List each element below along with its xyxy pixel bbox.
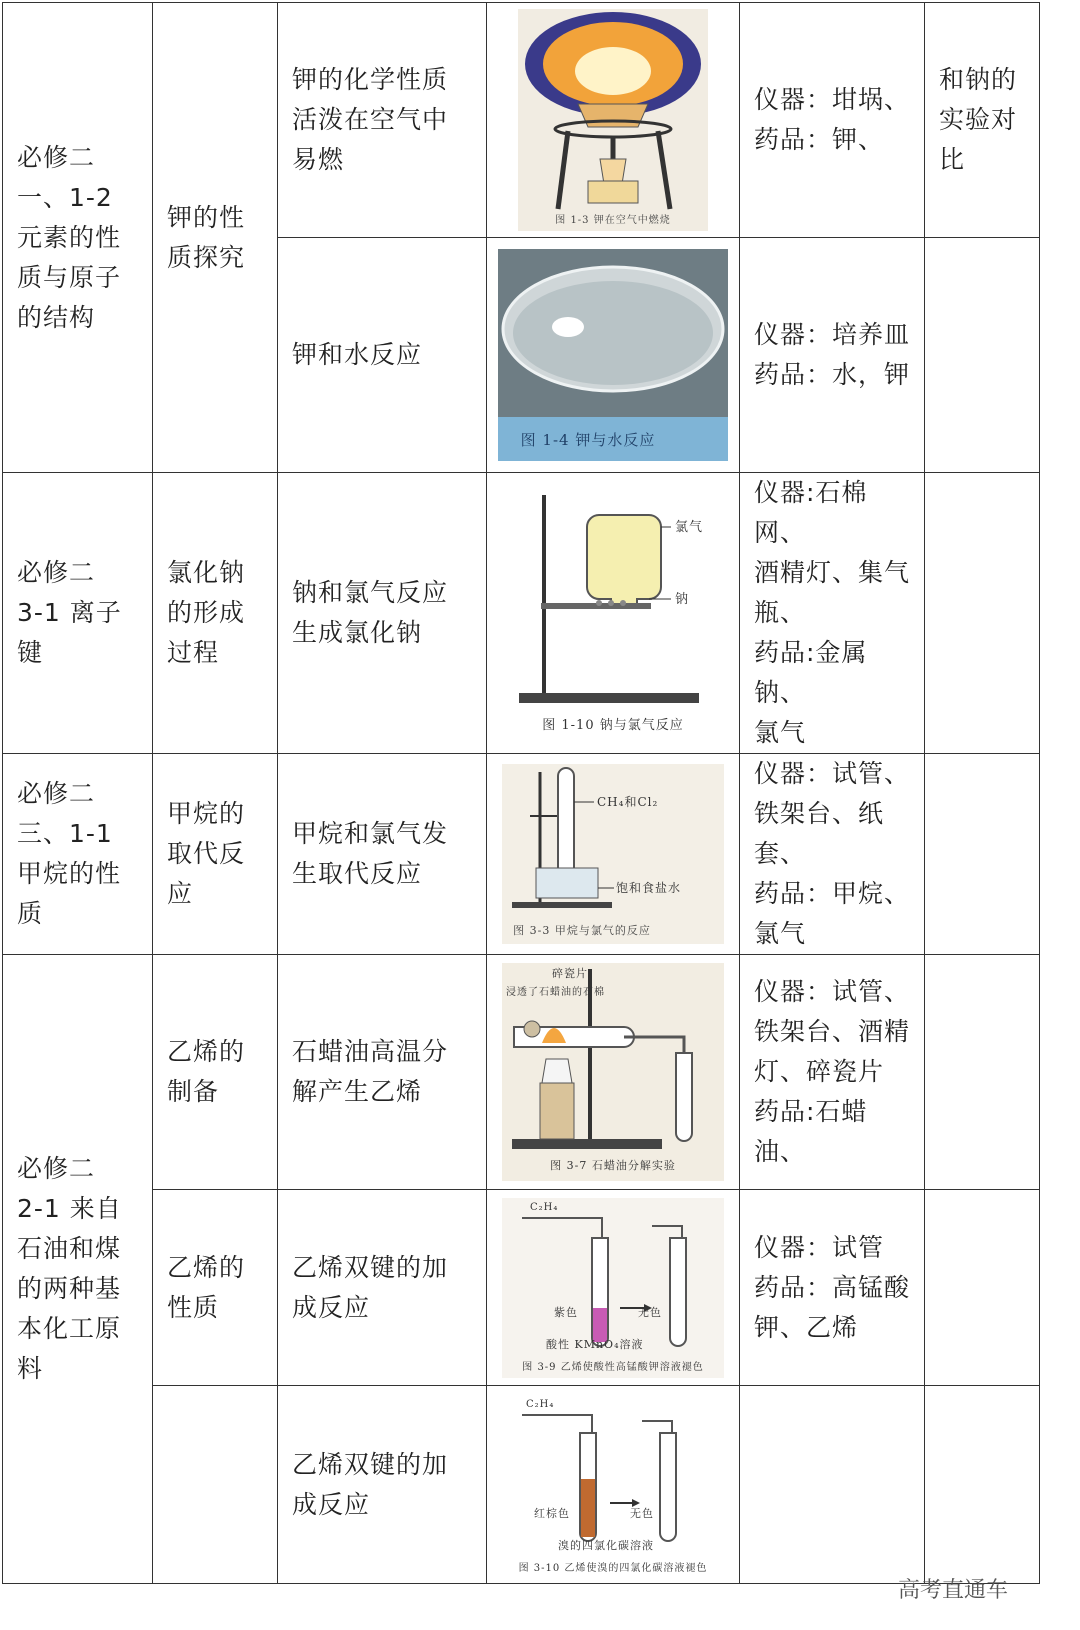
figure-label: 溴的四氯化碳溶液: [558, 1538, 654, 1552]
materials-cell: [740, 1386, 925, 1584]
figure-label: C₂H₄: [526, 1398, 555, 1410]
materials-cell: 仪器:石棉网、 酒精灯、集气 瓶、 药品:金属钠、 氯气: [740, 473, 925, 754]
table-row: [3, 754, 1040, 955]
experiment-cell: 钠和氯气反应 生成氯化钠: [278, 473, 487, 754]
notes-cell: [925, 473, 1040, 754]
experiment-cell: 石蜡油高温分 解产生乙烯: [278, 955, 487, 1190]
figure-cell: [487, 238, 740, 473]
figure-label: 碎瓷片: [552, 967, 588, 980]
materials-cell: 仪器：试管、 铁架台、酒精 灯、碎瓷片 药品:石蜡油、: [740, 955, 925, 1190]
figure-cell: [487, 1190, 740, 1386]
potassium-water-figure: [498, 249, 728, 461]
notes-cell: [925, 955, 1040, 1190]
figure-caption: 图 3-7 石蜡油分解实验: [550, 1159, 676, 1172]
experiment-cell: 甲烷和氯气发 生取代反应: [278, 754, 487, 955]
figure-cell: [487, 955, 740, 1190]
notes-cell: [925, 1190, 1040, 1386]
bromine-test-figure: [502, 1393, 724, 1577]
figure-label: 红棕色: [534, 1506, 570, 1520]
topic-cell: 钾的性质探究: [153, 3, 278, 473]
experiment-cell: 乙烯双键的加 成反应: [278, 1190, 487, 1386]
materials-cell: 仪器：培养皿 药品：水，钾: [740, 238, 925, 473]
figure-cell: [487, 1386, 740, 1584]
figure-caption: 图 3-3 甲烷与氯气的反应: [513, 924, 651, 937]
figure-label: 无色: [630, 1506, 654, 1520]
figure-caption: 图 1-4 钾与水反应: [520, 431, 656, 449]
table-row: [3, 3, 1040, 238]
experiment-table: [2, 2, 1040, 1584]
table-row: [3, 1386, 1040, 1584]
potassium-burning-figure: [518, 9, 708, 231]
materials-cell: 仪器：试管、 铁架台、纸套、 药品：甲烷、 氯气: [740, 754, 925, 955]
paraffin-cracking-figure: [502, 963, 724, 1181]
materials-cell: 仪器：坩埚、 药品：钾、: [740, 3, 925, 238]
figure-label: CH₄和Cl₂: [597, 795, 659, 809]
topic-cell: [153, 1386, 278, 1584]
figure-label: 饱和食盐水: [616, 881, 682, 895]
topic-cell: 氯化钠的形成过程: [153, 473, 278, 754]
notes-cell: [925, 238, 1040, 473]
notes-cell: 和钠的实验对比: [925, 3, 1040, 238]
figure-label: 紫色: [554, 1305, 578, 1319]
course-cell: 必修二 三、1-1 甲烷的性质: [3, 754, 153, 955]
figure-caption: 图 3-10 乙烯使溴的四氯化碳溶液褪色: [518, 1562, 708, 1574]
watermark-text: 高考直通车: [897, 1578, 1008, 1603]
kmno4-test-figure: [502, 1198, 724, 1378]
materials-cell: 仪器：试管 药品：高锰酸 钾、乙烯: [740, 1190, 925, 1386]
table-row: [3, 473, 1040, 754]
figure-label: 浸透了石蜡油的石棉: [506, 987, 605, 998]
course-cell: 必修二 2-1 来自石油和煤的两种基本化工原料: [3, 955, 153, 1584]
course-cell: 必修二 一、1-2 元素的性质与原子的结构: [3, 3, 153, 473]
table-row: [3, 1190, 1040, 1386]
experiment-cell: 钾和水反应: [278, 238, 487, 473]
topic-cell: 乙烯的制备: [153, 955, 278, 1190]
experiment-cell: 乙烯双键的加 成反应: [278, 1386, 487, 1584]
table-row: [3, 955, 1040, 1190]
sodium-chlorine-figure: [499, 485, 727, 741]
topic-cell: 乙烯的性质: [153, 1190, 278, 1386]
course-cell: 必修二 3-1 离子键: [3, 473, 153, 754]
figure-caption: 图 1-10 钠与氯气反应: [542, 718, 684, 733]
figure-label: 无色: [638, 1305, 662, 1319]
notes-cell: [925, 1386, 1040, 1584]
notes-cell: [925, 754, 1040, 955]
figure-label: 钠: [675, 592, 690, 607]
figure-caption: 图 3-9 乙烯使酸性高锰酸钾溶液褪色: [522, 1361, 704, 1373]
figure-label: 酸性 KMnO₄溶液: [546, 1337, 644, 1351]
figure-caption: 图 1-3 钾在空气中燃烧: [555, 215, 671, 226]
figure-label: 氯气: [675, 520, 704, 535]
experiment-cell: 钾的化学性质 活泼在空气中 易燃: [278, 3, 487, 238]
figure-cell: [487, 473, 740, 754]
figure-cell: [487, 3, 740, 238]
figure-label: C₂H₄: [530, 1201, 559, 1213]
methane-chlorine-figure: [502, 764, 724, 944]
figure-cell: [487, 754, 740, 955]
topic-cell: 甲烷的取代反应: [153, 754, 278, 955]
